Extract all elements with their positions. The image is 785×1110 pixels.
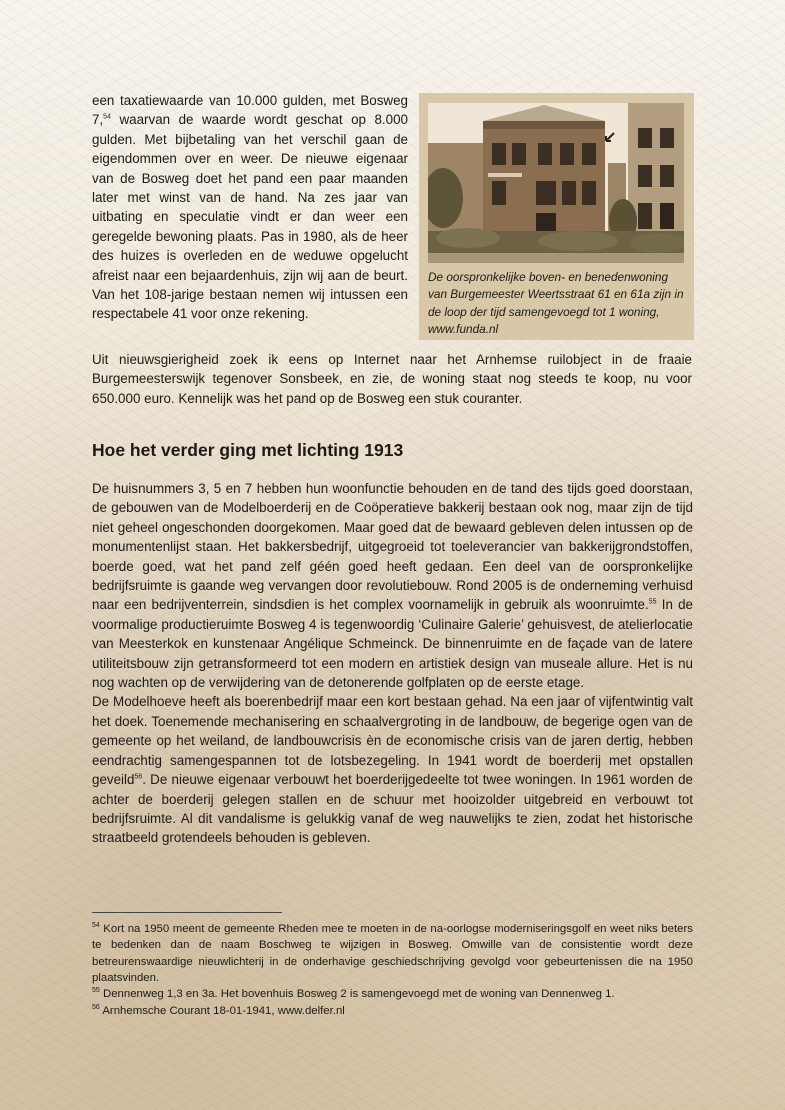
footnote-text: Dennenweg 1,3 en 3a. Het bovenhuis Bosweg 2 is samengevoegd met de woning van Dennenweg 1. xyxy=(99,988,615,1000)
body-text-c: De Modelhoeve heeft als boerenbedrijf maar een kort bestaan gehad. Na een jaar of vijfentwintig valt het doek. Toenemende mechanisering en schaalvergroting in de landbouw, de begerige ogen van de gemeente op het weiland, de landbouwcrisis èn de economische crisis van de jaren dertig, hebben eendrachtig samengespannen tot de lotsbezegeling. In 1941 wordt de boerderij met opstallen geveild xyxy=(92,694,693,788)
body-paragraphs xyxy=(92,479,693,848)
intro-text-continued: waarvan de waarde wordt geschat op 8.000 gulden. Met bijbetaling van het verschil gaan de eigendommen over en weer. De nieuwe eigenaar van de Bosweg doet het pand een paar maanden later met winst van de hand. Na zes jaar van uitbating en speculatie vindt er dan weer een geregelde bewoning plaats. Pas in 1980, als de heer des huizes is overleden en de weduwe opgelucht afreist naar een bejaardenhuis, zijn wij aan de beurt. Van het 108-jarige bestaan nemen wij intussen een respectabele 41 voor onze rekening. xyxy=(92,112,408,322)
intro-text: een taxatiewaarde van 10.000 gulden, met Bosweg 7, xyxy=(92,93,408,128)
house-figure xyxy=(419,93,694,340)
intro-paragraph xyxy=(92,91,408,324)
footnote-number: 55 xyxy=(92,987,100,995)
footnote-56 xyxy=(92,1003,693,1019)
body-text-a: De huisnummers 3, 5 en 7 hebben hun woonfunctie behouden en de tand des tijds goed doorstaan, de gebouwen van de Modelboerderij en de Coöperatieve bakkerij bestaan ook nog, maar zijn de tijd niet geheel ongeschonden doorgekomen. Maar goed dat de bewaard gebleven delen intussen op de monumentenlijst staan. Het bakkersbedrijf, uitgegroeid tot toeleverancier van bakkerijgrondstoffen, boerde goed, wat het pand zelf géén goed heeft gedaan. Een deel van de oorspronkelijke bedrijfsruimte is gaande weg vervangen door revolutiebouw. Rond 2005 is de onderneming verhuisd naar een bedrijventerrein, sindsdien is het complex voornamelijk in gebruik als woonruimte. xyxy=(92,481,693,613)
footnote-ref-54[interactable]: 54 xyxy=(103,113,111,121)
body-text-b: In de voormalige productieruimte Bosweg 4 is tegenwoordig ‘Culinaire Galerie’ gehuisvest, de atelierlocatie van Meesterkok en kunstenaar Angélique Schmeinck. De binnenruimte en de façade van de latere utiliteitsbouw zijn getransformeerd tot een modern en artistiek design van museale allure. Het is nu nog wachten op de verwijdering van de detonerende golfplaten op de eerste etage. xyxy=(92,597,693,691)
figure-caption: De oorspronkelijke boven- en benedenwoning van Burgemeester Weertsstraat 61 en 61a zijn in de loop der tijd samengevoegd tot 1 woning, www.funda.nl xyxy=(428,270,684,337)
footnote-number: 54 xyxy=(92,922,100,930)
section-heading: Hoe het verder ging met lichting 1913 xyxy=(92,440,404,460)
footnote-rule xyxy=(92,912,282,913)
footnote-54 xyxy=(92,921,693,986)
footnote-ref-56[interactable]: 56 xyxy=(134,773,143,781)
footnote-number: 56 xyxy=(92,1004,100,1012)
footnote-text: Arnhemsche Courant 18-01-1941, www.delfer.nl xyxy=(99,1005,345,1017)
house-photo xyxy=(428,103,684,263)
footnote-ref-55[interactable]: 55 xyxy=(648,598,657,606)
body-text-d: . De nieuwe eigenaar verbouwt het boerderijgedeelte tot twee woningen. In 1961 worden de achter de boerderij gelegen stallen en de schuur met hooizolder uitgebreid en verbouwt tot bedrijfsruimte. Al dit vandalisme is gelukkig vanaf de weg nauwelijks te zien, zodat het historische straatbeeld grotendeels behouden is gebleven. xyxy=(92,772,693,846)
footnote-55 xyxy=(92,986,693,1002)
footnote-text: Kort na 1950 meent de gemeente Rheden mee te moeten in de na-oorlogse moderniseringsgolf en weet niks beters te bedenken dan de naam Boschweg te wijzigen in Bosweg. Omwille van de consistentie wordt deze betreurenswaardige nieuwlichterij in de onderhavige geschiedschrijving gevolgd voor gebeurtenissen die na 1950 plaatsvinden. xyxy=(92,923,693,984)
continuation-paragraph: Uit nieuwsgierigheid zoek ik eens op Internet naar het Arnhemse ruilobject in de fraaie Burgemeesterswijk tegenover Sonsbeek, en zie, de woning staat nog steeds te koop, nu voor 650.000 euro. Kennelijk was het pand op de Bosweg een stuk couranter. xyxy=(92,352,692,406)
